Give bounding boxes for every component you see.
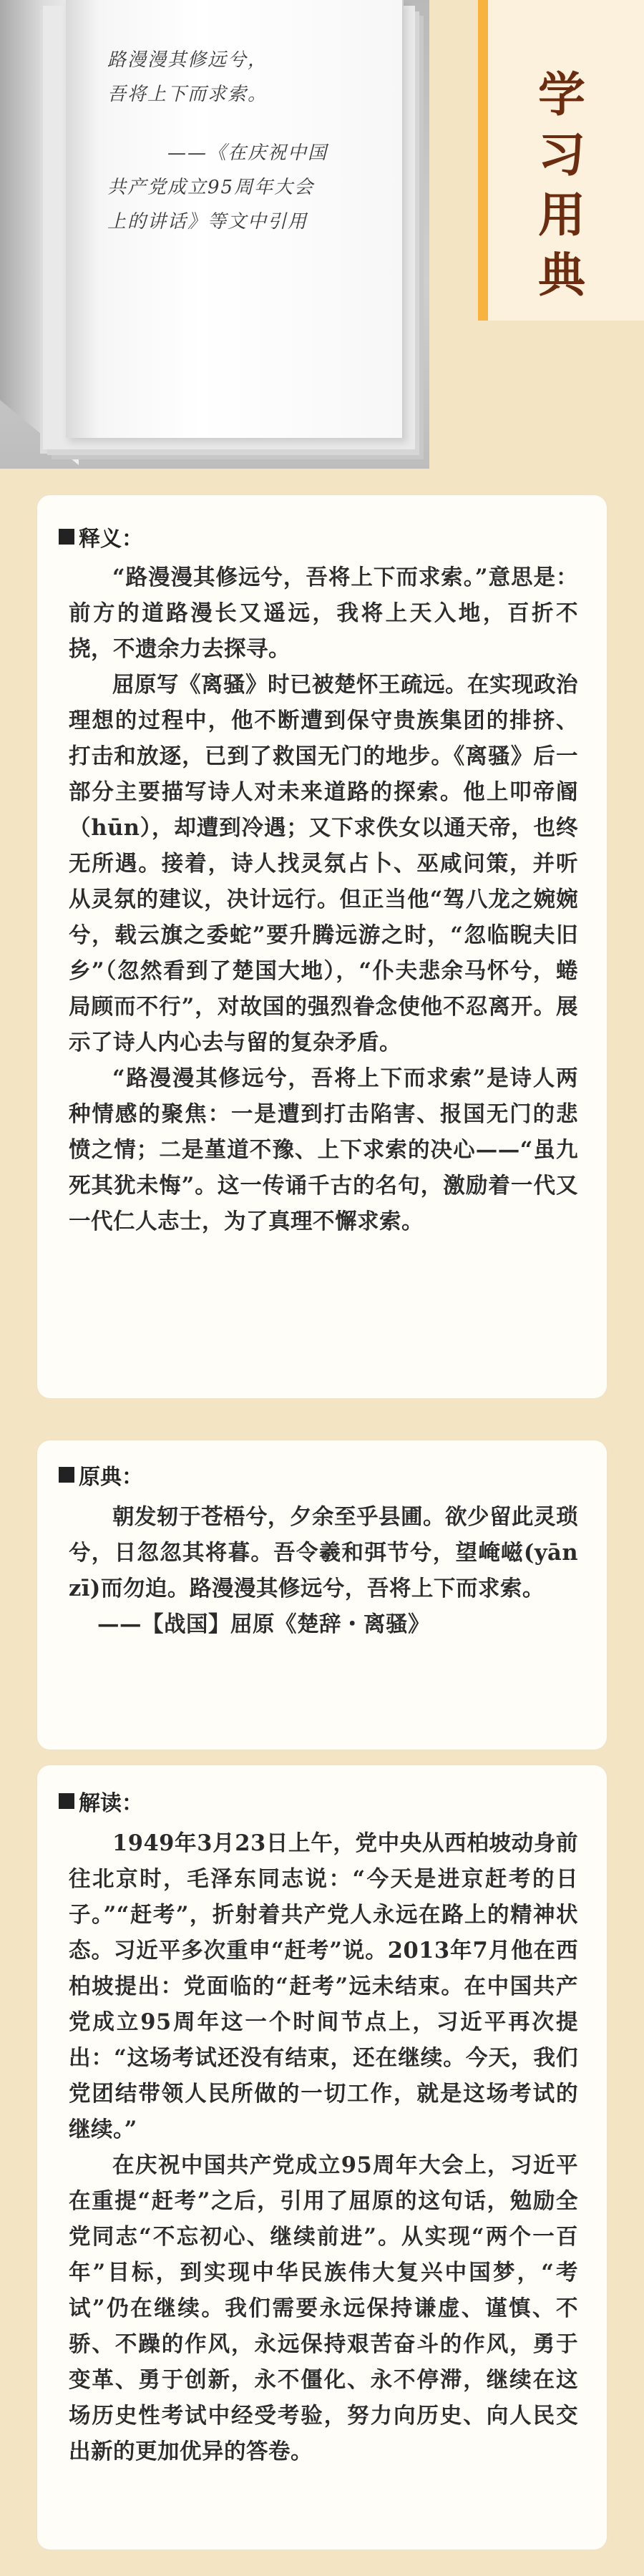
explanation-heading — [59, 521, 143, 552]
explanation-heading-text: 释义： — [79, 527, 143, 552]
title-char: 用 — [538, 187, 585, 243]
title-box — [478, 0, 644, 321]
open-book-illustration — [0, 0, 429, 469]
interpretation-card — [37, 1765, 607, 2550]
quote-line-2: 吾将上下而求索。 — [107, 84, 268, 105]
title-char: 学 — [538, 67, 585, 122]
original-text-heading-text: 原典： — [79, 1465, 143, 1490]
explanation-paragraph: “路漫漫其修远兮，吾将上下而求索”是诗人两种情感的聚焦：一是遭到打击陷害、报国无门的悲愤之情；二是堇道不豫、上下求索的决心——“虽九死其犹未悔”。这一传诵千古的名句，激励着一代又一代仁人志士，为了真理不懈求索。 — [69, 1065, 578, 1234]
title-char: 习 — [538, 127, 585, 182]
explanation-body — [69, 560, 578, 1239]
title-char: 典 — [538, 247, 585, 303]
quote-source-line-1: ——《在庆祝中国 — [167, 142, 328, 164]
square-bullet-icon — [59, 529, 74, 545]
book-quote — [107, 43, 394, 239]
explanation-paragraph: 屈原写《离骚》时已被楚怀王疏远。在实现政治理想的过程中，他不断遭到保守贵族集团的排挤、打击和放逐，已到了救国无门的地步。《离骚》后一部分主要描写诗人对未来道路的探索。他上叩帝阍（hūn），却遭到冷遇；又下求佚女以通天帝，也终无所遇。接着，诗人找灵氛占卜、巫咸问策，并听从灵氛的建议，决计远行。但正当他“驾八龙之婉婉兮，载云旗之委蛇”要升腾远游之时，“忽临睨夫旧乡”（忽然看到了楚国大地），“仆夫悲余马怀兮，蜷局顾而不行”，对故国的强烈眷念使他不忍离开。展示了诗人内心去与留的复杂矛盾。 — [69, 672, 578, 1055]
original-text-citation: ——【战国】屈原《楚辞・离骚》 — [97, 1611, 430, 1637]
original-text-heading — [59, 1459, 143, 1491]
page-title — [538, 64, 585, 305]
square-bullet-icon — [59, 1467, 74, 1483]
quote-source-line-2: 共产党成立95周年大会 — [107, 177, 315, 198]
explanation-card — [37, 495, 607, 1398]
interpretation-paragraph: 1949年3月23日上午，党中央从西柏坡动身前往北京时，毛泽东同志说：“今天是进京赶考的日子。”“赶考”，折射着共产党人永远在路上的精神状态。习近平多次重申“赶考”说。2013年7月他在西柏坡提出：党面临的“赶考”远未结束。在中国共产党成立95周年这一个时间节点上，习近平再次提出：“这场考试还没有结束，还在继续。今天，我们党团结带领人民所做的一切工作，就是这场考试的继续。” — [69, 1830, 578, 2142]
quote-source-line-3: 上的讲话》等文中引用 — [107, 211, 308, 233]
interpretation-heading — [59, 1785, 143, 1817]
square-bullet-icon — [59, 1793, 74, 1809]
quote-line-1: 路漫漫其修远兮， — [107, 49, 268, 71]
interpretation-heading-text: 解读： — [79, 1791, 143, 1816]
original-text-card — [37, 1440, 607, 1750]
explanation-paragraph: “路漫漫其修远兮，吾将上下而求索。”意思是：前方的道路漫长又遥远，我将上天入地，百折不挠，不遗余力去探寻。 — [69, 565, 578, 662]
interpretation-body — [69, 1825, 578, 2469]
original-text-paragraph: 朝发轫于苍梧兮，夕余至乎县圃。欲少留此灵琐兮，日忽忽其将暮。吾令羲和弭节兮，望崦嵫(yān zī)而勿迫。路漫漫其修远兮，吾将上下而求索。 — [69, 1504, 578, 1601]
interpretation-paragraph: 在庆祝中国共产党成立95周年大会上，习近平在重提“赶考”之后，引用了屈原的这句话，勉励全党同志“不忘初心、继续前进”。从实现“两个一百年”目标，到实现中华民族伟大复兴中国梦，“考试”仍在继续。我们需要永远保持谦虚、谨慎、不骄、不躁的作风，永远保持艰苦奋斗的作风，勇于变革、勇于创新，永不僵化、永不停滞，继续在这场历史性考试中经受考验，努力向历史、向人民交出新的更加优异的答卷。 — [69, 2152, 578, 2464]
original-text-body — [69, 1499, 578, 1642]
